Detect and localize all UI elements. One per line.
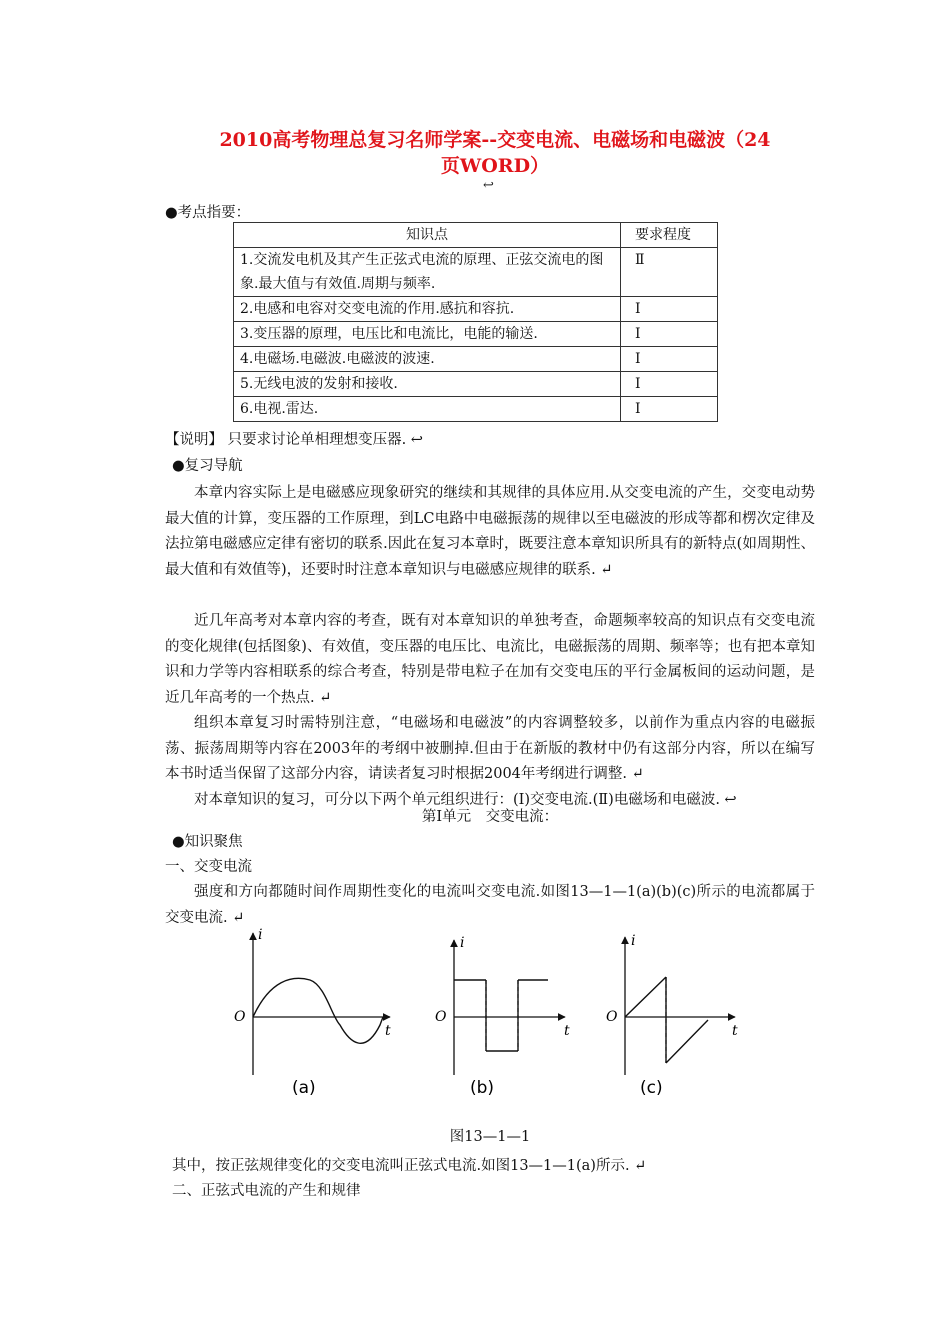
topic-cell: 3.变压器的原理，电压比和电流比，电能的输送.	[234, 322, 621, 347]
section-1-paragraph	[165, 880, 815, 931]
review-p2-text: 近几年高考对本章内容的考查，既有对本章知识的单独考查，命题频率较高的知识点有交变电流的变化规律(包括图象)、有效值，变压器的电压比、电流比，电磁振荡的周期、频率等；也有把本章知识和力学等内容相联系的综合考查，特别是带电粒子在加有交变电压的平行金属板间的运动问题，是近几年高考的一个热点.	[165, 613, 815, 706]
waveform-a-panel	[234, 927, 391, 1098]
figure-caption: 图13—1—1	[449, 1129, 531, 1145]
section-1-text: 强度和方向都随时间作周期性变化的电流叫交变电流.如图13—1—1(a)(b)(c)所示的电流都属于交变电流.	[165, 884, 815, 926]
section-2-title: 二、正弦式电流的产生和规律	[172, 1183, 361, 1199]
title-line-2: 页WORD）	[440, 155, 550, 177]
level-cell: Ⅰ	[621, 397, 718, 422]
points-heading: ●考点指要：	[165, 205, 251, 221]
axis-label-t: t	[564, 1023, 570, 1039]
title-line-1: 2010高考物理总复习名师学案--交变电流、电磁场和电磁波（24	[219, 129, 771, 151]
paragraph-mark-icon: ↵	[629, 1158, 647, 1174]
paragraph-mark-icon: ↵	[595, 561, 613, 578]
origin-label: O	[435, 1009, 447, 1025]
level-cell: Ⅰ	[621, 372, 718, 397]
panel-label-c: (c)	[640, 1078, 663, 1098]
level-cell: Ⅱ	[621, 248, 718, 297]
paragraph-mark-icon: ↩	[483, 178, 494, 193]
axis-label-t: t	[732, 1023, 738, 1039]
table-row	[234, 372, 718, 397]
review-paragraph-2	[165, 609, 815, 711]
section-1-title: 一、交变电流	[165, 859, 252, 875]
axis-label-i: i	[460, 935, 465, 951]
note-line	[165, 430, 423, 450]
col-header-level: 要求程度	[621, 223, 718, 248]
sine-wave	[253, 978, 383, 1043]
paragraph-mark-icon: ↵	[627, 766, 644, 783]
origin-label: O	[606, 1009, 618, 1025]
note-text: 【说明】 只要求讨论单相理想变压器.	[165, 432, 407, 448]
table-row	[234, 297, 718, 322]
after-figure-text: 其中，按正弦规律变化的交变电流叫正弦式电流.如图13—1—1(a)所示.	[172, 1158, 630, 1174]
review-p4-text: 对本章知识的复习，可分以下两个单元组织进行：(Ⅰ)交变电流.(Ⅱ)电磁场和电磁波.	[194, 792, 720, 808]
review-p1-text: 本章内容实际上是电磁感应现象研究的继续和其规律的具体应用.从交变电流的产生，交变电动势最大值的计算，变压器的工作原理，到LC电路中电磁振荡的规律以至电磁波的形成等都和楞次定律及法拉第电磁感应定律有密切的联系.因此在复习本章时，既要注意本章知识所具有的新特点(如周期性、最大值和有效值等)，还要时时注意本章知识与电磁感应规律的联系.	[165, 485, 815, 578]
axis-label-t: t	[385, 1023, 391, 1039]
col-header-topic: 知识点	[234, 223, 621, 248]
current-waveforms-figure	[220, 925, 760, 1105]
table-row	[234, 248, 718, 297]
panel-label-a: (a)	[292, 1078, 316, 1098]
axis-label-i: i	[631, 933, 636, 949]
topic-cell: 5.无线电波的发射和接收.	[234, 372, 621, 397]
table-header-row	[234, 223, 718, 248]
unit-title: 第Ⅰ单元 交变电流：	[421, 809, 559, 825]
review-heading: ●复习导航	[172, 458, 243, 474]
waveform-b-panel	[435, 935, 570, 1098]
document-title	[160, 127, 830, 179]
topic-cell: 6.电视.雷达.	[234, 397, 621, 422]
paragraph-mark-icon: ↵	[227, 909, 245, 926]
requirements-table	[233, 222, 718, 422]
table-row	[234, 322, 718, 347]
paragraph-mark-icon: ↵	[314, 689, 332, 706]
topic-cell: 1.交流发电机及其产生正弦式电流的原理、正弦交流电的图象.最大值与有效值.周期与频率.	[234, 248, 621, 297]
topic-cell: 4.电磁场.电磁波.电磁波的波速.	[234, 347, 621, 372]
table-row	[234, 397, 718, 422]
review-paragraph-3	[165, 711, 815, 788]
review-paragraph-1	[165, 481, 815, 583]
waveform-c-panel	[606, 933, 738, 1098]
paragraph-mark-icon: ↩	[410, 432, 423, 448]
paragraph-mark-icon: ↩	[719, 792, 737, 808]
level-cell: Ⅰ	[621, 347, 718, 372]
after-figure-line	[172, 1156, 646, 1176]
focus-heading: ●知识聚焦	[172, 834, 243, 850]
topic-cell: 2.电感和电容对交变电流的作用.感抗和容抗.	[234, 297, 621, 322]
panel-label-b: (b)	[470, 1078, 495, 1098]
review-p3-text: 组织本章复习时需特别注意，“电磁场和电磁波”的内容调整较多，以前作为重点内容的电磁振荡、振荡周期等内容在2003年的考纲中被删掉.但由于在新版的教材中仍有这部分内容，所以在编写本书时适当保留了这部分内容，请读者复习时根据2004年考纲进行调整.	[165, 715, 815, 783]
axis-label-i: i	[258, 927, 263, 943]
level-cell: Ⅰ	[621, 297, 718, 322]
origin-label: O	[234, 1009, 246, 1025]
square-wave	[454, 980, 548, 1051]
level-cell: Ⅰ	[621, 322, 718, 347]
table-row	[234, 347, 718, 372]
